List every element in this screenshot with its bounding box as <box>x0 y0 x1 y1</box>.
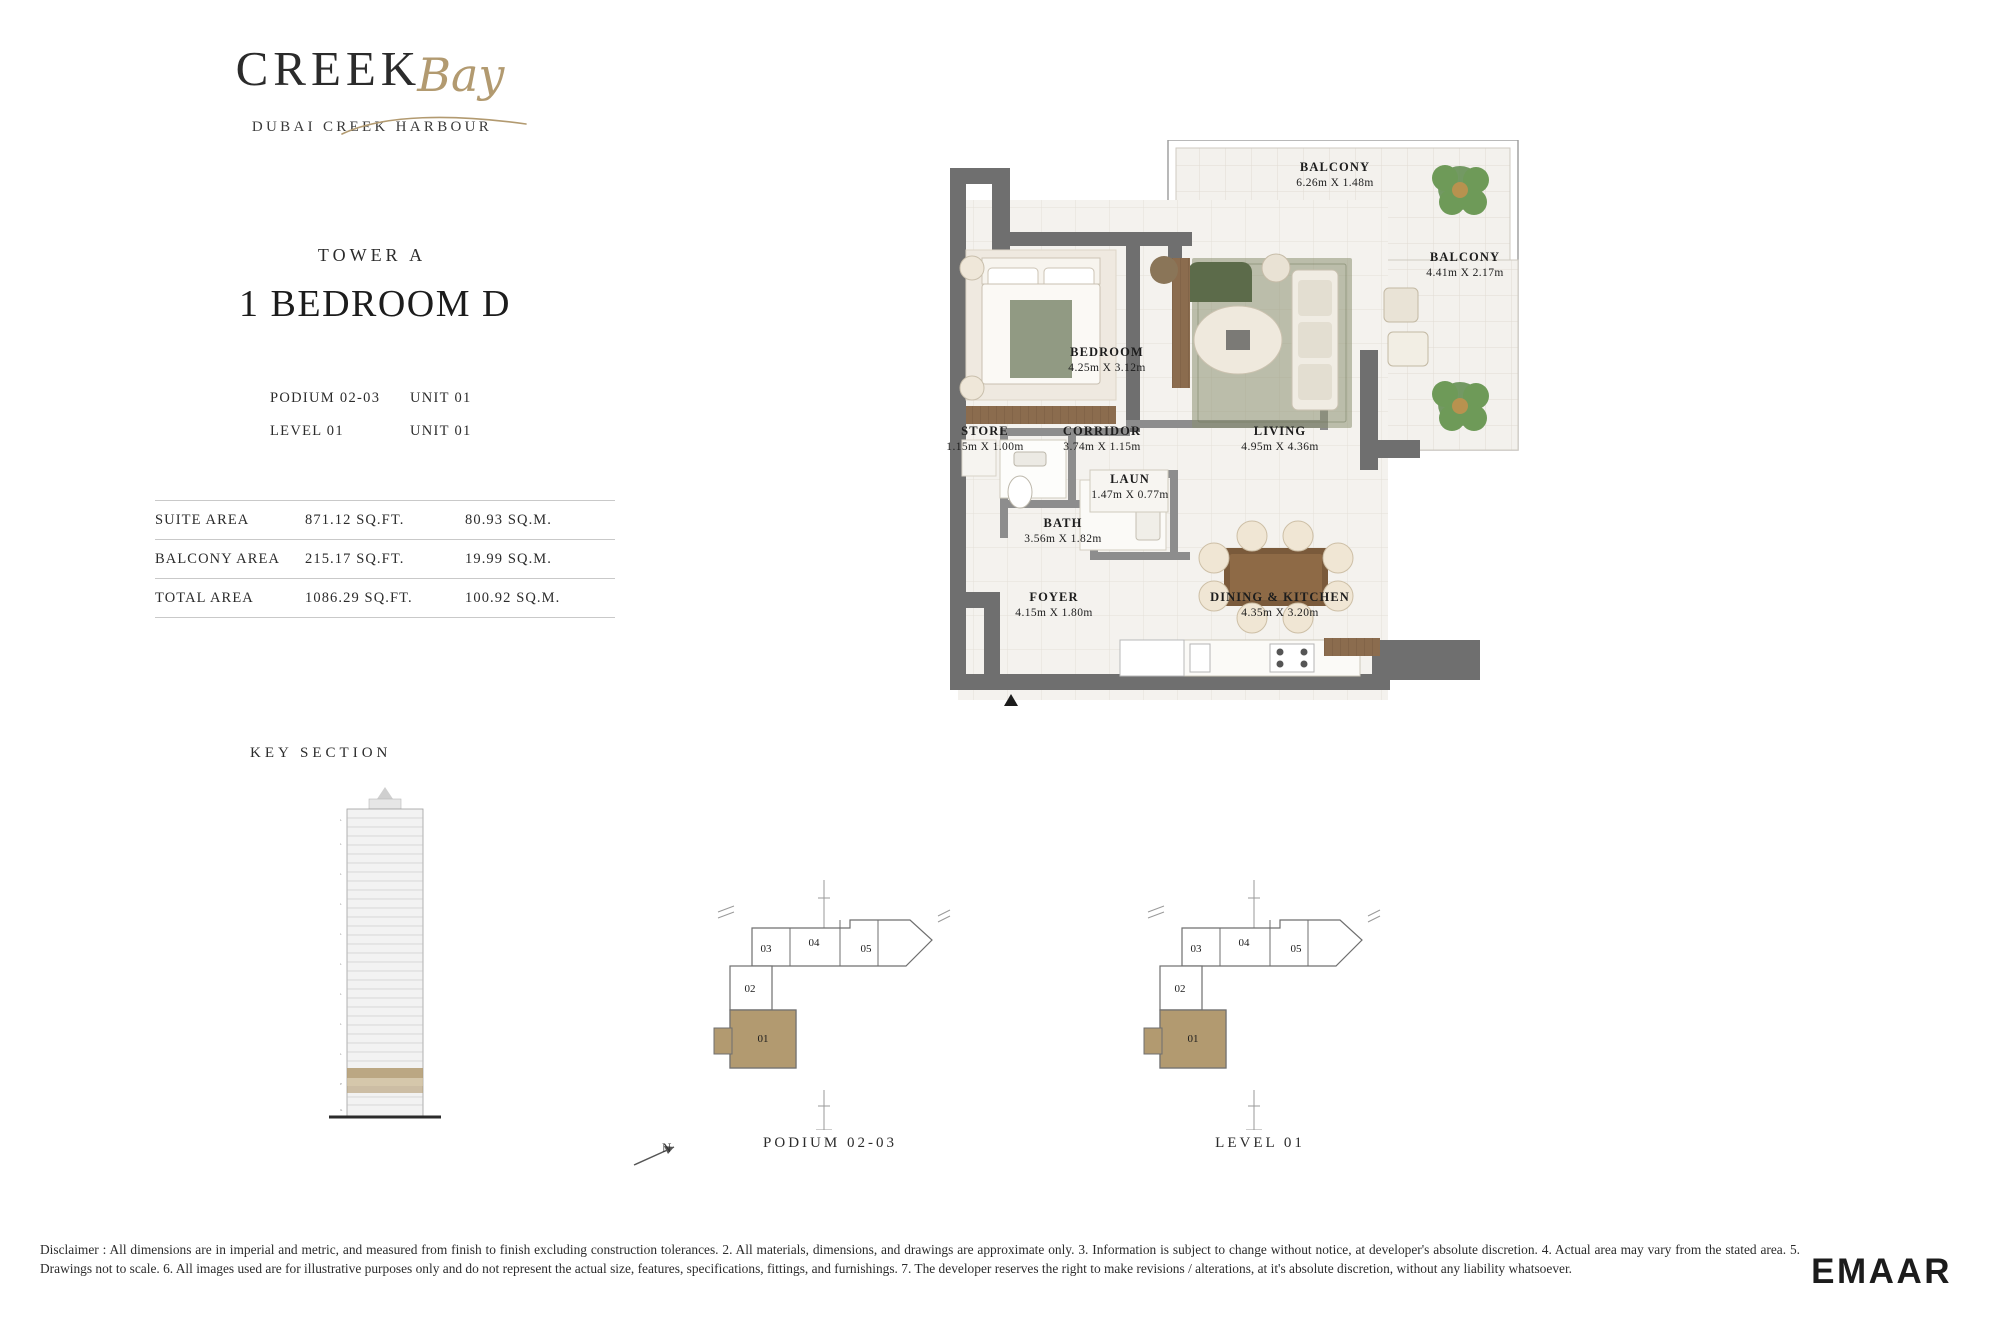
key-plan-podium-svg <box>700 880 960 1130</box>
room-label-laundry: LAUN 1.47m X 0.77m <box>1091 472 1169 501</box>
floor-plan-drawing <box>940 140 1680 860</box>
floor-plan-svg <box>940 140 1680 860</box>
unit-location-name: LEVEL 01 <box>270 423 344 439</box>
developer-logo: EMAAR <box>1811 1252 1952 1291</box>
left-info-panel <box>0 0 673 1335</box>
room-label-dining-kitchen: DINING & KITCHEN 4.35m X 3.20m <box>1210 590 1350 619</box>
room-label-corridor: CORRIDOR 3.74m X 1.15m <box>1062 424 1142 453</box>
svg-text:02: 02 <box>1174 983 1186 995</box>
room-label-balcony-1: BALCONY 6.26m X 1.48m <box>1296 160 1374 189</box>
compass-icon <box>630 1135 690 1175</box>
logo-swash-icon <box>334 108 534 142</box>
table-row <box>155 579 615 618</box>
unit-location-row <box>270 423 560 440</box>
key-plan-podium-caption: PODIUM 02-03 <box>763 1135 897 1151</box>
svg-text:L: L <box>340 842 342 846</box>
area-imperial: 1086.29 SQ.FT. <box>305 589 413 606</box>
area-label: TOTAL AREA <box>155 589 254 606</box>
svg-text:04: 04 <box>808 937 820 949</box>
svg-text:L: L <box>340 872 342 876</box>
svg-text:05: 05 <box>1290 943 1302 955</box>
compass-north-label: N <box>662 1140 673 1155</box>
table-row <box>155 500 615 540</box>
area-metric: 19.99 SQ.M. <box>465 550 553 567</box>
area-label: SUITE AREA <box>155 511 250 528</box>
area-table <box>155 500 615 618</box>
brand-logo-script: Bay <box>417 48 505 102</box>
brand-logo-main: CREEK <box>235 41 422 96</box>
area-imperial: 215.17 SQ.FT. <box>305 550 405 567</box>
room-label-bath: BATH 3.56m X 1.82m <box>1024 516 1102 545</box>
svg-text:L: L <box>340 962 342 966</box>
area-label: BALCONY AREA <box>155 550 281 567</box>
bedroom-furniture <box>960 250 1116 424</box>
svg-text:G: G <box>340 1108 343 1112</box>
svg-text:L: L <box>340 1052 342 1056</box>
key-plan-level-caption: LEVEL 01 <box>1215 1135 1305 1151</box>
svg-text:L: L <box>340 932 342 936</box>
svg-text:02: 02 <box>744 983 756 995</box>
svg-text:03: 03 <box>760 943 772 955</box>
svg-text:L: L <box>340 1022 342 1026</box>
key-plan-level <box>1130 880 1390 1170</box>
room-label-living: LIVING 4.95m X 4.36m <box>1241 424 1319 453</box>
key-plan-podium <box>700 880 960 1170</box>
area-metric: 80.93 SQ.M. <box>465 511 553 528</box>
svg-text:L: L <box>340 818 342 822</box>
unit-type-title: 1 BEDROOM D <box>239 283 511 325</box>
tower-label: TOWER A <box>317 245 427 265</box>
unit-location-name: PODIUM 02-03 <box>270 390 381 406</box>
unit-location-unit: UNIT 01 <box>410 423 472 439</box>
svg-text:01: 01 <box>1187 1033 1199 1045</box>
brand-logo <box>222 40 522 136</box>
svg-text:P: P <box>340 1082 343 1086</box>
tower-section-diagram <box>325 785 445 1145</box>
svg-text:01: 01 <box>757 1033 769 1045</box>
unit-location-unit: UNIT 01 <box>410 390 472 406</box>
disclaimer-text: Disclaimer : All dimensions are in imperial and metric, and measured from finish to finish excluding construction tolerances. 2. All materials, dimensions, and drawings are approximate only. 3. Information is subject to change without notice, at developer's absolute discretion. 4. Actual area may vary from the stated area. 5. Drawings not to scale. 6. All images used are for illustrative purposes only and do not represent the actual size, features, specifications, fittings, and furnishings. 7. The developer reserves the right to make revisions / alterations, at it's absolute discretion, without any liability whatsoever. <box>40 1242 1800 1277</box>
svg-text:L: L <box>340 992 342 996</box>
room-label-foyer: FOYER 4.15m X 1.80m <box>1015 590 1093 619</box>
unit-location-table <box>270 390 560 456</box>
room-label-balcony-2: BALCONY 4.41m X 2.17m <box>1426 250 1504 279</box>
key-section-title: KEY SECTION <box>250 745 392 761</box>
table-row <box>155 540 615 579</box>
svg-text:03: 03 <box>1190 943 1202 955</box>
svg-text:05: 05 <box>860 943 872 955</box>
unit-location-row <box>270 390 560 407</box>
brand-logo-subtitle: DUBAI CREEK HARBOUR <box>251 119 493 135</box>
area-imperial: 871.12 SQ.FT. <box>305 511 405 528</box>
room-label-store: STORE 1.15m X 1.00m <box>946 424 1024 453</box>
key-plan-level-svg <box>1130 880 1390 1130</box>
area-metric: 100.92 SQ.M. <box>465 589 561 606</box>
svg-text:04: 04 <box>1238 937 1250 949</box>
svg-text:L: L <box>340 902 342 906</box>
room-label-bedroom: BEDROOM 4.25m X 3.12m <box>1068 345 1146 374</box>
